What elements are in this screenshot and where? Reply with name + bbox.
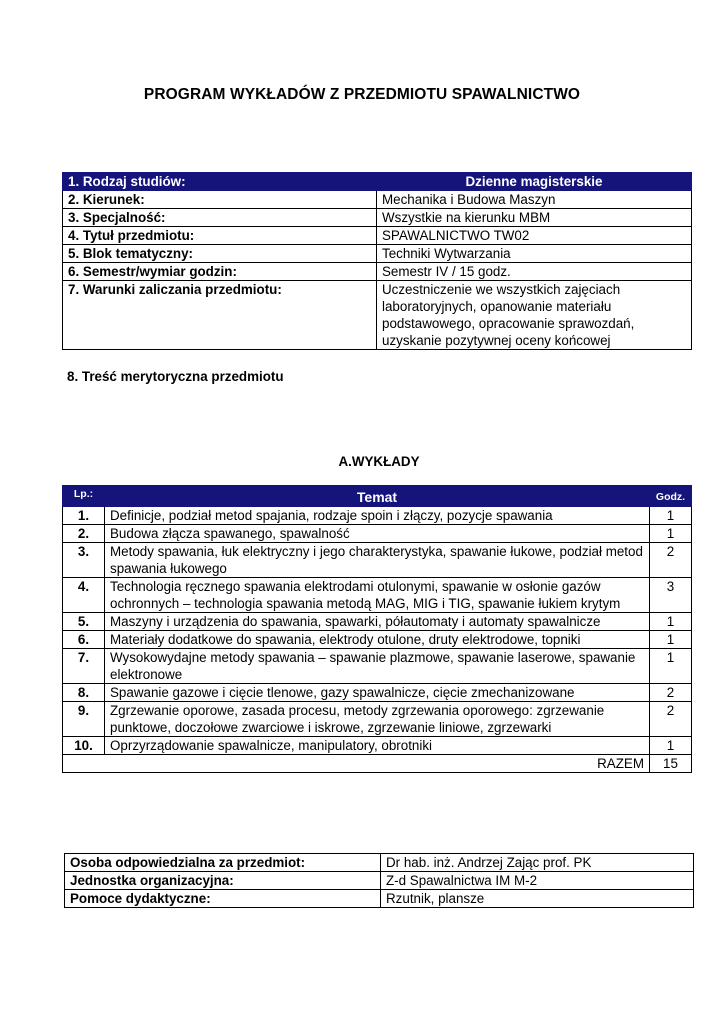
lecture-number: 2. <box>63 525 105 543</box>
info-row <box>63 227 692 245</box>
lecture-topic: Budowa złącza spawanego, spawalność <box>105 525 650 543</box>
responsibility-label: Pomoce dydaktyczne: <box>65 890 381 908</box>
lecture-topic: Materiały dodatkowe do spawania, elektrody otulone, druty elektrodowe, topniki <box>105 631 650 649</box>
course-info-table <box>62 172 692 350</box>
lectures-header-row <box>63 486 692 507</box>
responsibility-table <box>64 853 694 908</box>
lecture-row <box>63 578 692 613</box>
lecture-row <box>63 631 692 649</box>
lecture-number: 1. <box>63 507 105 525</box>
info-header-label: 1. Rodzaj studiów: <box>63 173 377 191</box>
lecture-row <box>63 507 692 525</box>
info-label: 3. Specjalność: <box>63 209 377 227</box>
lecture-row <box>63 737 692 755</box>
lecture-topic: Spawanie gazowe i cięcie tlenowe, gazy spawalnicze, cięcie zmechanizowane <box>105 684 650 702</box>
info-value: Techniki Wytwarzania <box>377 245 692 263</box>
lecture-hours: 1 <box>650 649 692 684</box>
lecture-hours: 3 <box>650 578 692 613</box>
lecture-number: 10. <box>63 737 105 755</box>
info-label: 6. Semestr/wymiar godzin: <box>63 263 377 281</box>
lecture-topic: Technologia ręcznego spawania elektrodami otulonymi, spawanie w osłonie gazów ochronnych – technologia spawania metodą MAG, MIG i TIG, spawanie łukiem krytym <box>105 578 650 613</box>
lecture-number: 9. <box>63 702 105 737</box>
lecture-row <box>63 684 692 702</box>
info-row <box>63 245 692 263</box>
lecture-row <box>63 543 692 578</box>
responsibility-row <box>65 854 694 872</box>
info-value: Semestr IV / 15 godz. <box>377 263 692 281</box>
lectures-heading: A.WYKŁADY <box>338 454 420 469</box>
column-header-hours: Godz. <box>650 486 692 507</box>
responsibility-row <box>65 872 694 890</box>
responsibility-label: Osoba odpowiedzialna za przedmiot: <box>65 854 381 872</box>
lecture-hours: 2 <box>650 543 692 578</box>
responsibility-value: Rzutnik, plansze <box>381 890 694 908</box>
lecture-hours: 1 <box>650 613 692 631</box>
responsibility-label: Jednostka organizacyjna: <box>65 872 381 890</box>
info-value: Wszystkie na kierunku MBM <box>377 209 692 227</box>
lecture-row <box>63 702 692 737</box>
lecture-hours: 2 <box>650 684 692 702</box>
lecture-topic: Maszyny i urządzenia do spawania, spawarki, półautomaty i automaty spawalnicze <box>105 613 650 631</box>
total-value: 15 <box>650 755 692 773</box>
total-row <box>63 755 692 773</box>
responsibility-row <box>65 890 694 908</box>
info-header-value: Dzienne magisterskie <box>377 173 692 191</box>
lecture-hours: 1 <box>650 525 692 543</box>
lecture-number: 3. <box>63 543 105 578</box>
document-title: PROGRAM WYKŁADÓW Z PRZEDMIOTU SPAWALNICTWO <box>143 86 581 103</box>
lecture-hours: 1 <box>650 631 692 649</box>
lecture-number: 5. <box>63 613 105 631</box>
lecture-topic: Definicje, podział metod spajania, rodzaje spoin i złączy, pozycje spawania <box>105 507 650 525</box>
lecture-topic: Wysokowydajne metody spawania – spawanie plazmowe, spawanie laserowe, spawanie elektronowe <box>105 649 650 684</box>
lecture-number: 7. <box>63 649 105 684</box>
info-row <box>63 209 692 227</box>
lecture-hours: 2 <box>650 702 692 737</box>
info-label: 5. Blok tematyczny: <box>63 245 377 263</box>
lecture-number: 8. <box>63 684 105 702</box>
lecture-row <box>63 525 692 543</box>
info-row <box>63 281 692 350</box>
info-label: 4. Tytuł przedmiotu: <box>63 227 377 245</box>
info-label: 2. Kierunek: <box>63 191 377 209</box>
info-value: SPAWALNICTWO TW02 <box>377 227 692 245</box>
total-label: RAZEM <box>63 755 650 773</box>
column-header-topic: Temat <box>105 486 650 507</box>
responsibility-value: Z-d Spawalnictwa IM M-2 <box>381 872 694 890</box>
info-row <box>63 263 692 281</box>
lecture-topic: Zgrzewanie oporowe, zasada procesu, metody zgrzewania oporowego: zgrzewanie punktowe, doczołowe zwarciowe i iskrowe, zgrzewanie liniowe, zgrzewarki <box>105 702 650 737</box>
info-header-row <box>63 173 692 191</box>
info-row <box>63 191 692 209</box>
info-label: 7. Warunki zaliczania przedmiotu: <box>63 281 377 350</box>
lecture-number: 6. <box>63 631 105 649</box>
lecture-row <box>63 613 692 631</box>
section-heading-content: 8. Treść merytoryczna przedmiotu <box>67 369 284 384</box>
lecture-row <box>63 649 692 684</box>
info-value: Uczestniczenie we wszystkich zajęciach laboratoryjnych, opanowanie materiału podstawowego, opracowanie sprawozdań, uzyskanie pozytywnej oceny końcowej <box>377 281 692 350</box>
lecture-topic: Oprzyrządowanie spawalnicze, manipulatory, obrotniki <box>105 737 650 755</box>
lecture-number: 4. <box>63 578 105 613</box>
info-value: Mechanika i Budowa Maszyn <box>377 191 692 209</box>
responsibility-value: Dr hab. inż. Andrzej Zając prof. PK <box>381 854 694 872</box>
column-header-lp: Lp.: <box>63 486 105 507</box>
lecture-hours: 1 <box>650 737 692 755</box>
lectures-table <box>62 485 692 773</box>
lecture-hours: 1 <box>650 507 692 525</box>
lecture-topic: Metody spawania, łuk elektryczny i jego charakterystyka, spawanie łukowe, podział metod spawania łukowego <box>105 543 650 578</box>
